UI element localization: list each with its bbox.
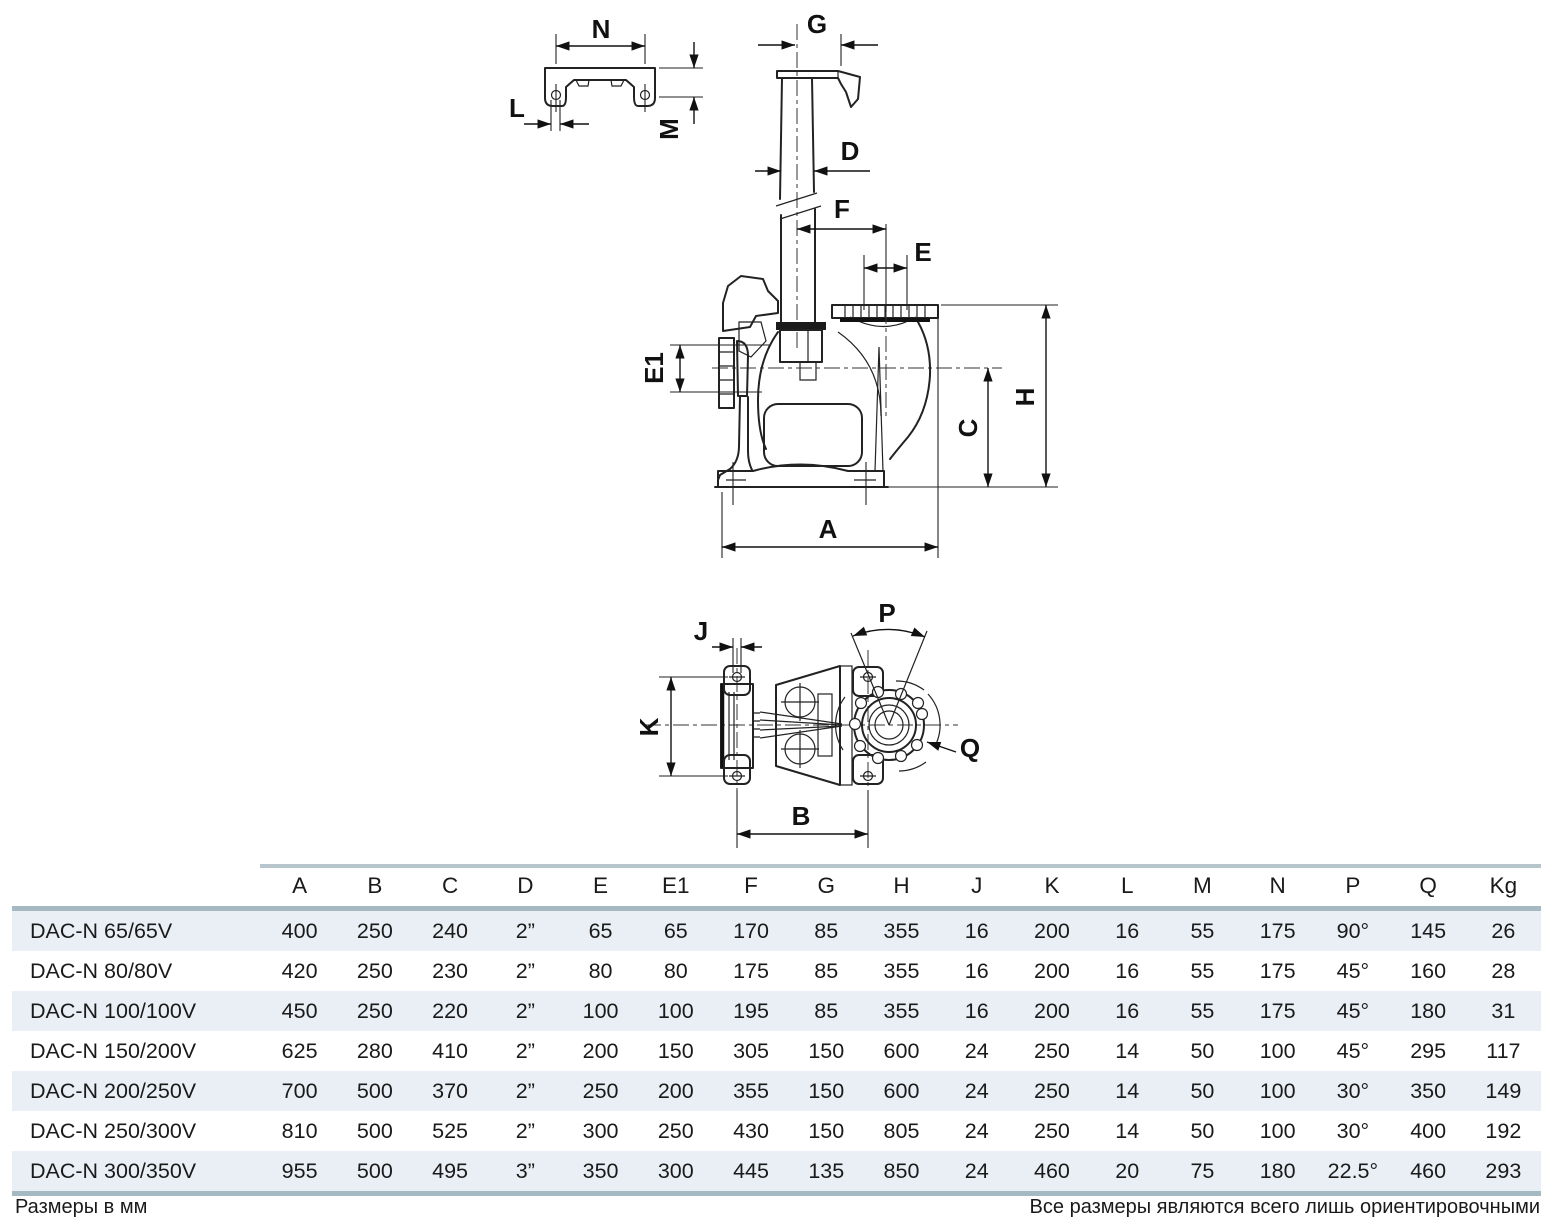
value-cell: 170 bbox=[733, 918, 769, 943]
value-cell: 24 bbox=[964, 1078, 989, 1103]
value-cell: 150 bbox=[808, 1118, 845, 1143]
value-cell: 370 bbox=[432, 1078, 469, 1103]
header-cell: G bbox=[817, 873, 836, 898]
value-cell: 230 bbox=[432, 958, 469, 983]
value-cell: 16 bbox=[1115, 998, 1140, 1023]
value-cell: 145 bbox=[1410, 918, 1447, 943]
value-cell: 31 bbox=[1491, 998, 1516, 1023]
value-cell: 55 bbox=[1190, 958, 1215, 983]
value-cell: 250 bbox=[1034, 1078, 1070, 1103]
value-cell: 445 bbox=[733, 1158, 769, 1183]
value-cell: 195 bbox=[733, 998, 769, 1023]
dim-label-Q: Q bbox=[959, 733, 981, 763]
pump-body bbox=[670, 224, 1058, 558]
value-cell: 90° bbox=[1336, 918, 1370, 943]
value-cell: 460 bbox=[1410, 1158, 1447, 1183]
value-cell: 100 bbox=[582, 998, 619, 1023]
value-cell: 85 bbox=[814, 998, 839, 1023]
value-cell: 2” bbox=[515, 1038, 535, 1063]
header-cell: C bbox=[441, 873, 459, 898]
value-cell: 149 bbox=[1485, 1078, 1522, 1103]
header-cell: A bbox=[292, 873, 308, 898]
dim-label-J: J bbox=[693, 616, 709, 646]
value-cell: 450 bbox=[281, 998, 318, 1023]
value-cell: 175 bbox=[733, 958, 769, 983]
value-cell: 2” bbox=[515, 1078, 535, 1103]
value-cell: 600 bbox=[883, 1038, 920, 1063]
dim-label-K: K bbox=[634, 717, 664, 737]
header-cell: L bbox=[1120, 873, 1134, 898]
value-cell: 400 bbox=[281, 918, 318, 943]
table-row bbox=[12, 951, 1541, 991]
value-cell: 2” bbox=[515, 998, 535, 1023]
value-cell: 250 bbox=[356, 998, 393, 1023]
value-cell: 16 bbox=[964, 998, 989, 1023]
value-cell: 16 bbox=[1115, 918, 1140, 943]
row-label: DAC-N 100/100V bbox=[30, 998, 197, 1023]
header-cell: Q bbox=[1419, 873, 1437, 898]
value-cell: 28 bbox=[1491, 958, 1516, 983]
dim-label-H: H bbox=[1010, 387, 1040, 407]
dim-label-F: F bbox=[834, 194, 850, 224]
dim-label-B: B bbox=[791, 801, 811, 831]
value-cell: 200 bbox=[1034, 998, 1070, 1023]
value-cell: 85 bbox=[814, 918, 839, 943]
table-row bbox=[12, 1031, 1541, 1071]
value-cell: 24 bbox=[964, 1158, 989, 1183]
value-cell: 14 bbox=[1115, 1118, 1140, 1143]
value-cell: 45° bbox=[1336, 1038, 1370, 1063]
row-label: DAC-N 300/350V bbox=[30, 1158, 197, 1183]
value-cell: 240 bbox=[432, 918, 469, 943]
value-cell: 350 bbox=[582, 1158, 619, 1183]
front-view-drawing bbox=[509, 9, 1058, 558]
value-cell: 14 bbox=[1115, 1038, 1140, 1063]
value-cell: 150 bbox=[657, 1038, 694, 1063]
value-cell: 65 bbox=[588, 918, 613, 943]
value-cell: 525 bbox=[432, 1118, 469, 1143]
value-cell: 625 bbox=[281, 1038, 318, 1063]
value-cell: 300 bbox=[657, 1158, 694, 1183]
table-row bbox=[12, 991, 1541, 1031]
value-cell: 160 bbox=[1410, 958, 1447, 983]
value-cell: 26 bbox=[1491, 918, 1516, 943]
value-cell: 14 bbox=[1115, 1078, 1140, 1103]
value-cell: 400 bbox=[1410, 1118, 1447, 1143]
value-cell: 150 bbox=[808, 1078, 845, 1103]
value-cell: 16 bbox=[1115, 958, 1140, 983]
value-cell: 100 bbox=[1259, 1118, 1296, 1143]
value-cell: 45° bbox=[1336, 958, 1370, 983]
value-cell: 200 bbox=[582, 1038, 619, 1063]
dim-label-M: M bbox=[654, 118, 684, 140]
header-cell: E bbox=[593, 873, 609, 898]
value-cell: 200 bbox=[657, 1078, 694, 1103]
value-cell: 955 bbox=[281, 1158, 318, 1183]
dim-label-G: G bbox=[806, 9, 828, 39]
header-cell: E1 bbox=[662, 873, 690, 898]
value-cell: 80 bbox=[663, 958, 688, 983]
value-cell: 250 bbox=[1034, 1118, 1070, 1143]
dimensions-table bbox=[12, 864, 1541, 1196]
value-cell: 55 bbox=[1190, 918, 1215, 943]
value-cell: 100 bbox=[1259, 1078, 1296, 1103]
value-cell: 220 bbox=[432, 998, 469, 1023]
value-cell: 305 bbox=[733, 1038, 769, 1063]
value-cell: 100 bbox=[657, 998, 694, 1023]
value-cell: 500 bbox=[356, 1078, 393, 1103]
value-cell: 180 bbox=[1410, 998, 1447, 1023]
value-cell: 175 bbox=[1259, 918, 1296, 943]
value-cell: 430 bbox=[733, 1118, 769, 1143]
value-cell: 500 bbox=[356, 1158, 393, 1183]
table-top-rule bbox=[260, 864, 1541, 868]
value-cell: 75 bbox=[1190, 1158, 1215, 1183]
value-cell: 420 bbox=[281, 958, 318, 983]
value-cell: 45° bbox=[1336, 998, 1370, 1023]
row-label: DAC-N 65/65V bbox=[30, 918, 173, 943]
header-cell: J bbox=[971, 873, 983, 898]
value-cell: 150 bbox=[808, 1038, 845, 1063]
value-cell: 180 bbox=[1259, 1158, 1296, 1183]
value-cell: 805 bbox=[883, 1118, 920, 1143]
value-cell: 175 bbox=[1259, 998, 1296, 1023]
value-cell: 295 bbox=[1410, 1038, 1447, 1063]
value-cell: 250 bbox=[356, 918, 393, 943]
value-cell: 410 bbox=[432, 1038, 469, 1063]
value-cell: 350 bbox=[1410, 1078, 1447, 1103]
value-cell: 500 bbox=[356, 1118, 393, 1143]
value-cell: 850 bbox=[883, 1158, 920, 1183]
value-cell: 192 bbox=[1485, 1118, 1522, 1143]
value-cell: 50 bbox=[1190, 1078, 1215, 1103]
value-cell: 460 bbox=[1034, 1158, 1070, 1183]
top-view-drawing bbox=[634, 598, 980, 848]
value-cell: 250 bbox=[657, 1118, 694, 1143]
dim-label-N: N bbox=[591, 14, 611, 44]
value-cell: 700 bbox=[281, 1078, 318, 1103]
row-label: DAC-N 250/300V bbox=[30, 1118, 197, 1143]
value-cell: 20 bbox=[1115, 1158, 1140, 1183]
value-cell: 495 bbox=[432, 1158, 469, 1183]
table-row bbox=[12, 1111, 1541, 1151]
value-cell: 2” bbox=[515, 1118, 535, 1143]
row-label: DAC-N 80/80V bbox=[30, 958, 173, 983]
value-cell: 200 bbox=[1034, 918, 1070, 943]
value-cell: 355 bbox=[883, 918, 920, 943]
dim-label-P: P bbox=[878, 598, 896, 628]
dim-label-E1: E1 bbox=[639, 352, 669, 384]
value-cell: 250 bbox=[582, 1078, 619, 1103]
value-cell: 30° bbox=[1336, 1118, 1370, 1143]
dim-label-L: L bbox=[509, 93, 525, 123]
value-cell: 30° bbox=[1336, 1078, 1370, 1103]
header-cell: K bbox=[1044, 873, 1060, 898]
footer-disclaimer: Все размеры являются всего лишь ориентировочными bbox=[1029, 1196, 1540, 1218]
value-cell: 117 bbox=[1486, 1038, 1521, 1063]
value-cell: 355 bbox=[883, 998, 920, 1023]
value-cell: 600 bbox=[883, 1078, 920, 1103]
value-cell: 22.5° bbox=[1327, 1158, 1379, 1183]
value-cell: 810 bbox=[281, 1118, 318, 1143]
row-label: DAC-N 150/200V bbox=[30, 1038, 197, 1063]
table-row bbox=[12, 911, 1541, 951]
riser-pipe bbox=[755, 24, 878, 380]
header-cell: F bbox=[744, 873, 758, 898]
table-row bbox=[12, 1151, 1541, 1191]
table-header-row bbox=[12, 864, 1541, 906]
value-cell: 355 bbox=[733, 1078, 769, 1103]
value-cell: 50 bbox=[1190, 1118, 1215, 1143]
value-cell: 85 bbox=[814, 958, 839, 983]
table-body bbox=[12, 911, 1541, 1191]
value-cell: 280 bbox=[356, 1038, 393, 1063]
table-row bbox=[12, 1071, 1541, 1111]
dim-label-C: C bbox=[953, 418, 983, 438]
dim-label-D: D bbox=[840, 136, 860, 166]
value-cell: 250 bbox=[356, 958, 393, 983]
value-cell: 24 bbox=[964, 1118, 989, 1143]
value-cell: 175 bbox=[1259, 958, 1296, 983]
value-cell: 100 bbox=[1259, 1038, 1296, 1063]
value-cell: 200 bbox=[1034, 958, 1070, 983]
value-cell: 16 bbox=[964, 958, 989, 983]
header-cell: N bbox=[1269, 873, 1286, 898]
discharge-flange-top bbox=[836, 667, 940, 784]
value-cell: 50 bbox=[1190, 1038, 1215, 1063]
value-cell: 250 bbox=[1034, 1038, 1070, 1063]
header-cell: P bbox=[1345, 873, 1361, 898]
value-cell: 65 bbox=[663, 918, 688, 943]
row-label: DAC-N 200/250V bbox=[30, 1078, 197, 1103]
header-cell: Kg bbox=[1489, 873, 1518, 898]
value-cell: 293 bbox=[1485, 1158, 1522, 1183]
header-cell: D bbox=[517, 873, 534, 898]
header-cell: M bbox=[1193, 873, 1212, 898]
value-cell: 135 bbox=[808, 1158, 845, 1183]
value-cell: 16 bbox=[964, 918, 989, 943]
value-cell: 300 bbox=[582, 1118, 619, 1143]
header-cell: H bbox=[893, 873, 910, 898]
bracket-detail bbox=[524, 34, 703, 131]
dim-label-E: E bbox=[914, 237, 932, 267]
value-cell: 80 bbox=[588, 958, 613, 983]
header-cell: B bbox=[367, 873, 383, 898]
value-cell: 3” bbox=[515, 1158, 535, 1183]
footer-notes bbox=[0, 1194, 1553, 1220]
value-cell: 2” bbox=[515, 958, 535, 983]
value-cell: 55 bbox=[1190, 998, 1215, 1023]
value-cell: 2” bbox=[515, 918, 535, 943]
value-cell: 355 bbox=[883, 958, 920, 983]
value-cell: 24 bbox=[964, 1038, 989, 1063]
footer-units-note: Размеры в мм bbox=[15, 1196, 148, 1218]
dim-label-A: A bbox=[818, 514, 838, 544]
